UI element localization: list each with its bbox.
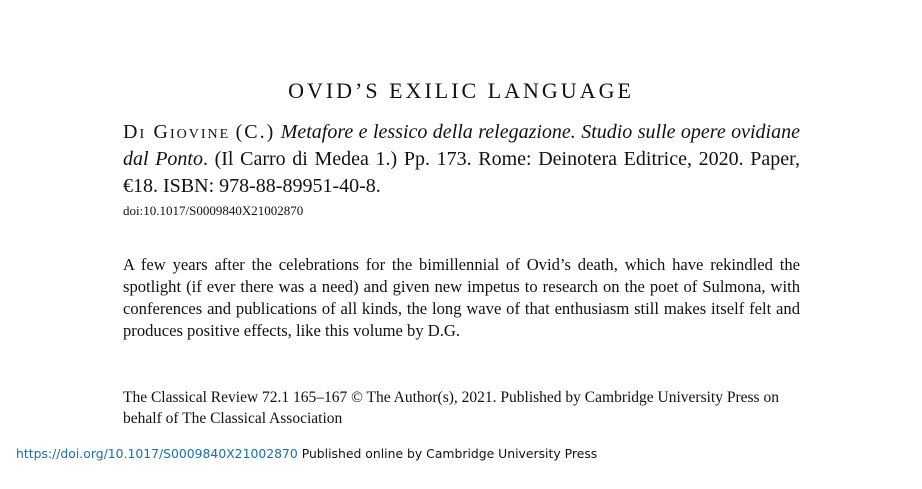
review-citation (123, 119, 800, 200)
journal-footer-note: The Classical Review 72.1 165–167 © The Author(s), 2021. Published by Cambridge University Press on behalf of The Classical Association (123, 389, 779, 427)
reviewed-work-title: Metafore e lessico della relegazione. Studio sulle opere ovidiane dal Ponto (123, 121, 800, 170)
reviewed-author: Di Giovine (123, 121, 231, 143)
publication-details: . (Il Carro di Medea 1.) Pp. 173. Rome: Deinotera Editrice, 2020. Paper, €18. ISBN: 978-88-89951-40-8. (123, 148, 800, 197)
published-online-text: Published online by Cambridge University Press (297, 446, 598, 461)
article-doi: doi:10.1017/S0009840X21002870 (123, 203, 304, 218)
reviewed-author-initial: (C.) (235, 121, 276, 143)
doi-link[interactable]: https://doi.org/10.1017/S0009840X21002870 (16, 446, 298, 461)
review-body-paragraph: A few years after the celebrations for the bimillennial of Ovid’s death, which have rekindled the spotlight (if ever there was a need) and given new impetus to research on the poet of Sulmona, with conferences and publications of all kinds, the long wave of that enthusiasm still makes itself felt and produces positive effects, like this volume by D.G. (123, 255, 800, 340)
page-title: OVID’S EXILIC LANGUAGE (288, 78, 634, 103)
published-online-bar (16, 446, 597, 461)
